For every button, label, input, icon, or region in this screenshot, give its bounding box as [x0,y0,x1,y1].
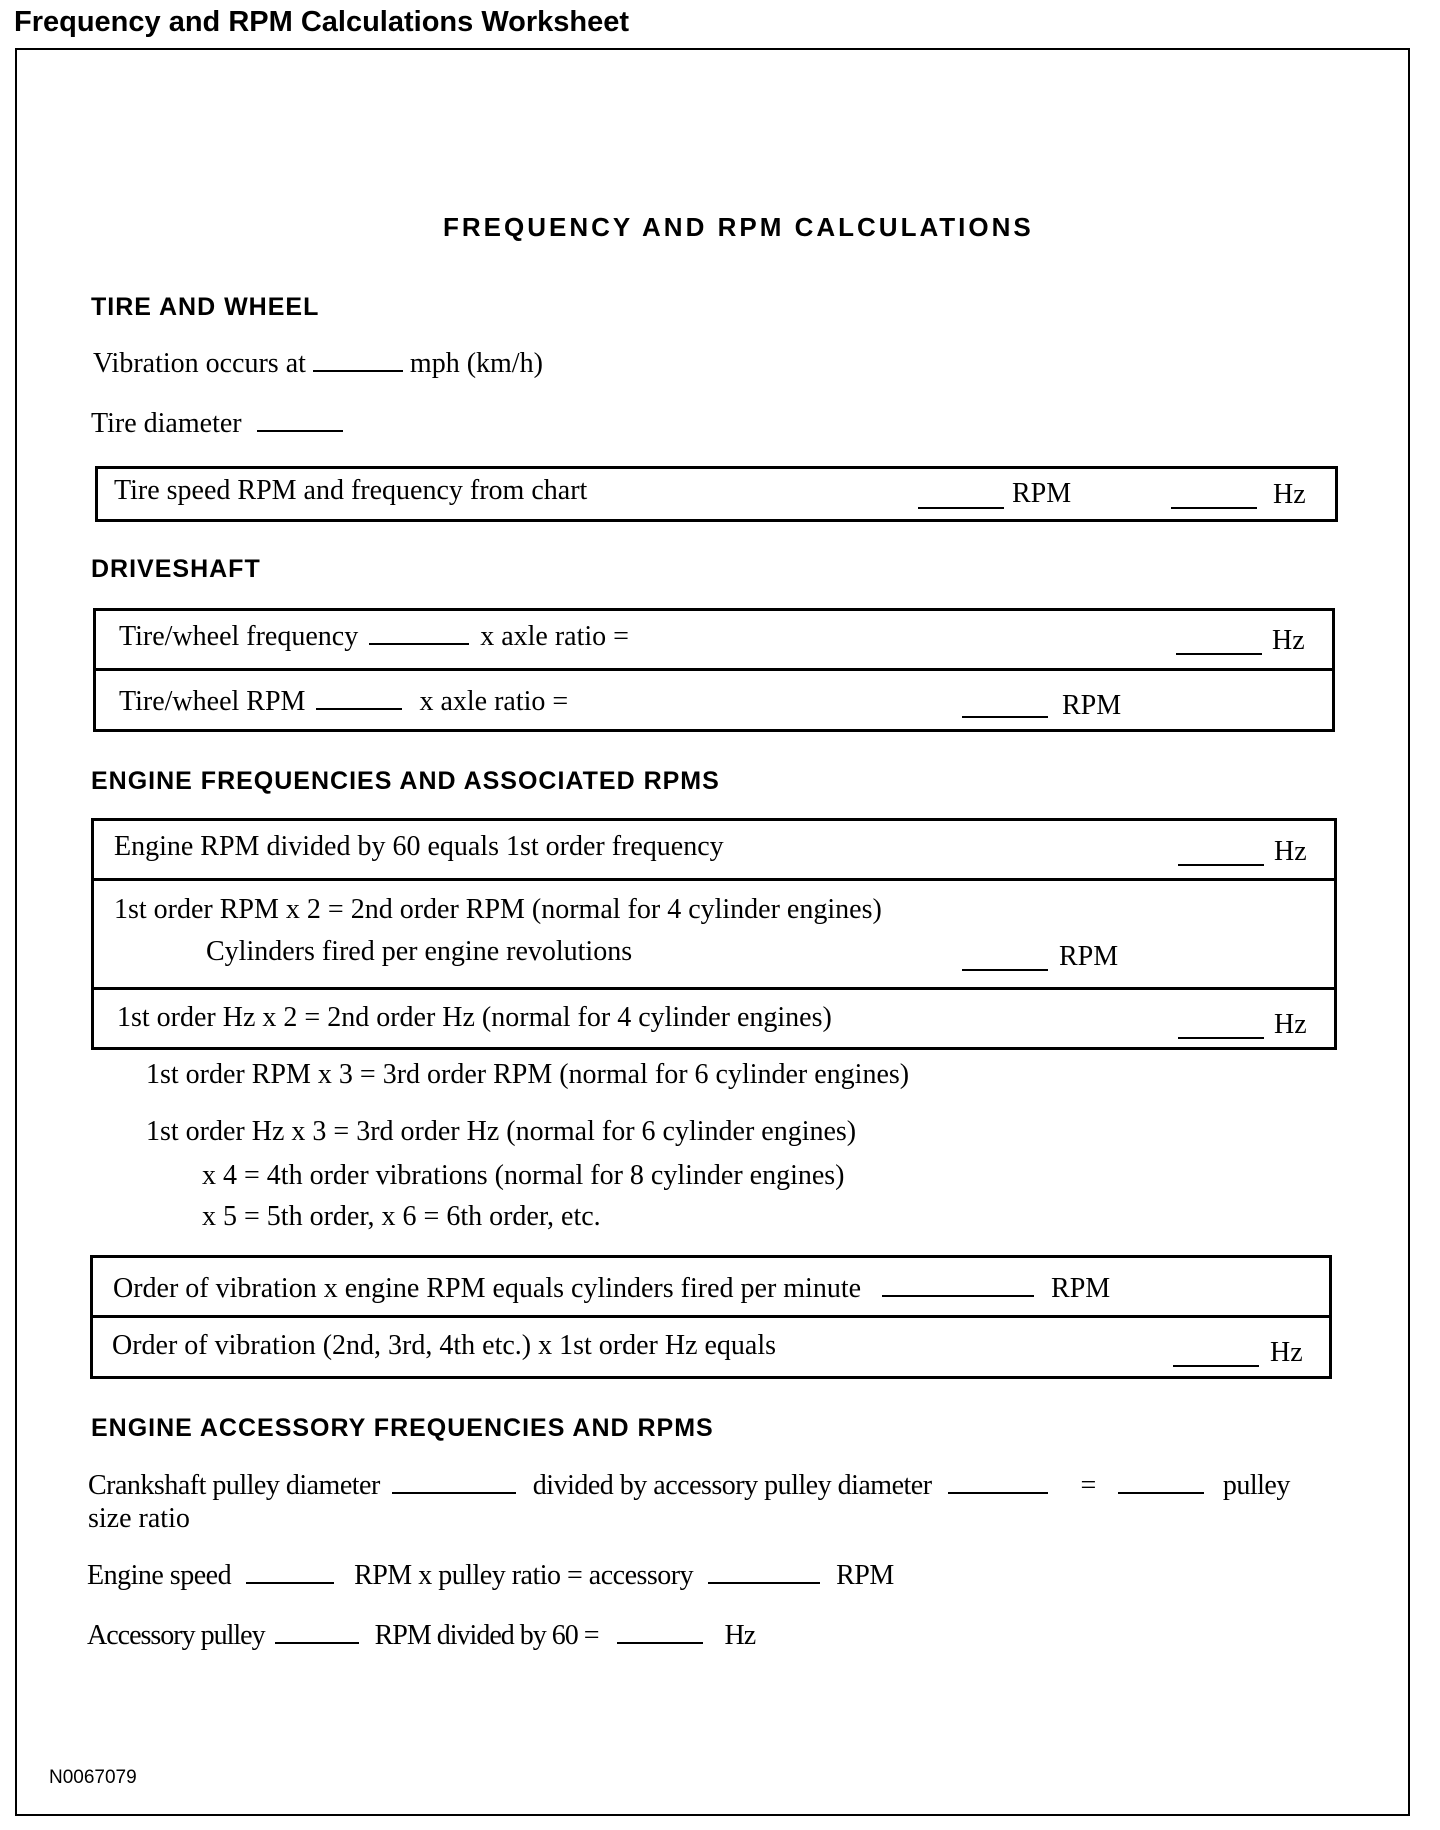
wheel-rpm-label: Tire/wheel RPM [119,686,306,717]
driveshaft-hz-blank[interactable] [1176,652,1262,655]
driveshaft-box [93,608,1335,732]
engine-row1-blank[interactable] [1178,863,1264,866]
axle-ratio-label: x axle ratio = [480,621,629,652]
wheel-rpm-blank[interactable] [316,707,402,710]
order-divider [93,1315,1329,1318]
pulley-label: pulley [1222,1470,1290,1501]
engine-row1-unit: Hz [1274,836,1307,867]
driveshaft-rpm-unit: RPM [1062,690,1122,721]
engine-heading: ENGINE FREQUENCIES AND ASSOCIATED RPMS [91,767,720,795]
accessory-pulley-line [87,1620,755,1652]
tire-hz-blank[interactable] [1171,506,1257,509]
vibration-line [93,348,543,380]
accessory-diameter-blank[interactable] [948,1491,1048,1494]
order-row1 [113,1273,1110,1305]
pulley-ratio-blank[interactable] [1118,1491,1204,1494]
engine-divider-2 [94,987,1334,990]
accessory-hz-unit: Hz [724,1620,756,1651]
accessory-rpm-blank[interactable] [708,1581,820,1584]
size-ratio-label: size ratio [88,1503,190,1534]
wheel-frequency-label: Tire/wheel frequency [119,621,359,652]
vibration-prefix: Vibration occurs at [93,348,306,379]
crank-label: Crankshaft pulley diameter [88,1470,380,1501]
accessory-pulley-label: Accessory pulley [87,1620,265,1651]
accessory-pulley-blank[interactable] [275,1641,359,1644]
crank-mid: divided by accessory pulley diameter [532,1470,932,1501]
crank-diameter-blank[interactable] [392,1491,516,1494]
tire-rpm-unit: RPM [1012,478,1072,509]
order-row1-label: Order of vibration x engine RPM equals cylinders fired per minute [113,1273,862,1304]
engine-divider-1 [94,878,1334,881]
accessory-pulley-mid: RPM divided by 60 = [374,1620,599,1651]
tire-diameter-label: Tire diameter [91,408,242,439]
driveshaft-row1 [119,621,629,653]
axle-ratio-label-2: x axle ratio = [419,686,569,717]
engine-row3-blank[interactable] [1178,1036,1264,1039]
order-row2-unit: Hz [1270,1337,1303,1368]
crank-line [88,1470,1290,1502]
engine-box [91,818,1337,1050]
engine-row2-line1: 1st order RPM x 2 = 2nd order RPM (normal for 4 cylinder engines) [114,894,882,925]
driveshaft-rpm-blank[interactable] [962,715,1048,718]
engine-free-line-2: 1st order Hz x 3 = 3rd order Hz (normal for 6 cylinder engines) [146,1116,857,1147]
order-row2: Order of vibration (2nd, 3rd, 4th etc.) x 1st order Hz equals [112,1330,777,1361]
engine-row1: Engine RPM divided by 60 equals 1st order frequency [114,831,724,862]
accessory-heading: ENGINE ACCESSORY FREQUENCIES AND RPMS [91,1414,714,1442]
driveshaft-divider [96,668,1332,671]
tire-wheel-heading: TIRE AND WHEEL [91,293,320,321]
engine-free-line-1: 1st order RPM x 3 = 3rd order RPM (normal for 6 cylinder engines) [146,1059,910,1090]
crank-equals: = [1080,1470,1096,1501]
order-row2-blank[interactable] [1173,1364,1259,1367]
form-title: FREQUENCY AND RPM CALCULATIONS [443,212,1034,242]
tire-diameter-line [91,408,343,440]
tire-rpm-blank[interactable] [918,506,1004,509]
order-row1-blank[interactable] [882,1294,1034,1297]
figure-code: N0067079 [49,1767,137,1788]
driveshaft-heading: DRIVESHAFT [91,555,261,583]
order-box [90,1255,1332,1379]
tire-hz-unit: Hz [1273,479,1306,510]
driveshaft-row2 [119,686,568,718]
tire-chart-label: Tire speed RPM and frequency from chart [114,475,588,506]
engine-free-line-3: x 4 = 4th order vibrations (normal for 8 cylinder engines) [202,1160,845,1191]
accessory-hz-blank[interactable] [617,1641,703,1644]
page-title: Frequency and RPM Calculations Worksheet [14,6,630,38]
engine-speed-line [87,1560,894,1592]
tire-chart-box [95,466,1338,522]
driveshaft-hz-unit: Hz [1272,625,1305,656]
vibration-speed-blank[interactable] [313,369,403,372]
engine-speed-label: Engine speed [87,1560,232,1591]
engine-speed-blank[interactable] [246,1581,334,1584]
engine-row2-line2: Cylinders fired per engine revolutions [206,936,633,967]
engine-speed-mid: RPM x pulley ratio = accessory [354,1560,694,1591]
wheel-frequency-blank[interactable] [369,642,469,645]
engine-row2-unit: RPM [1059,941,1119,972]
engine-speed-unit: RPM [836,1560,894,1591]
engine-free-line-4: x 5 = 5th order, x 6 = 6th order, etc. [202,1201,601,1232]
engine-row3-unit: Hz [1274,1009,1307,1040]
engine-row2-blank[interactable] [962,968,1048,971]
engine-row3: 1st order Hz x 2 = 2nd order Hz (normal for 4 cylinder engines) [117,1002,832,1033]
tire-diameter-blank[interactable] [257,429,343,432]
order-row1-unit: RPM [1051,1273,1111,1304]
vibration-suffix: mph (km/h) [409,348,543,379]
